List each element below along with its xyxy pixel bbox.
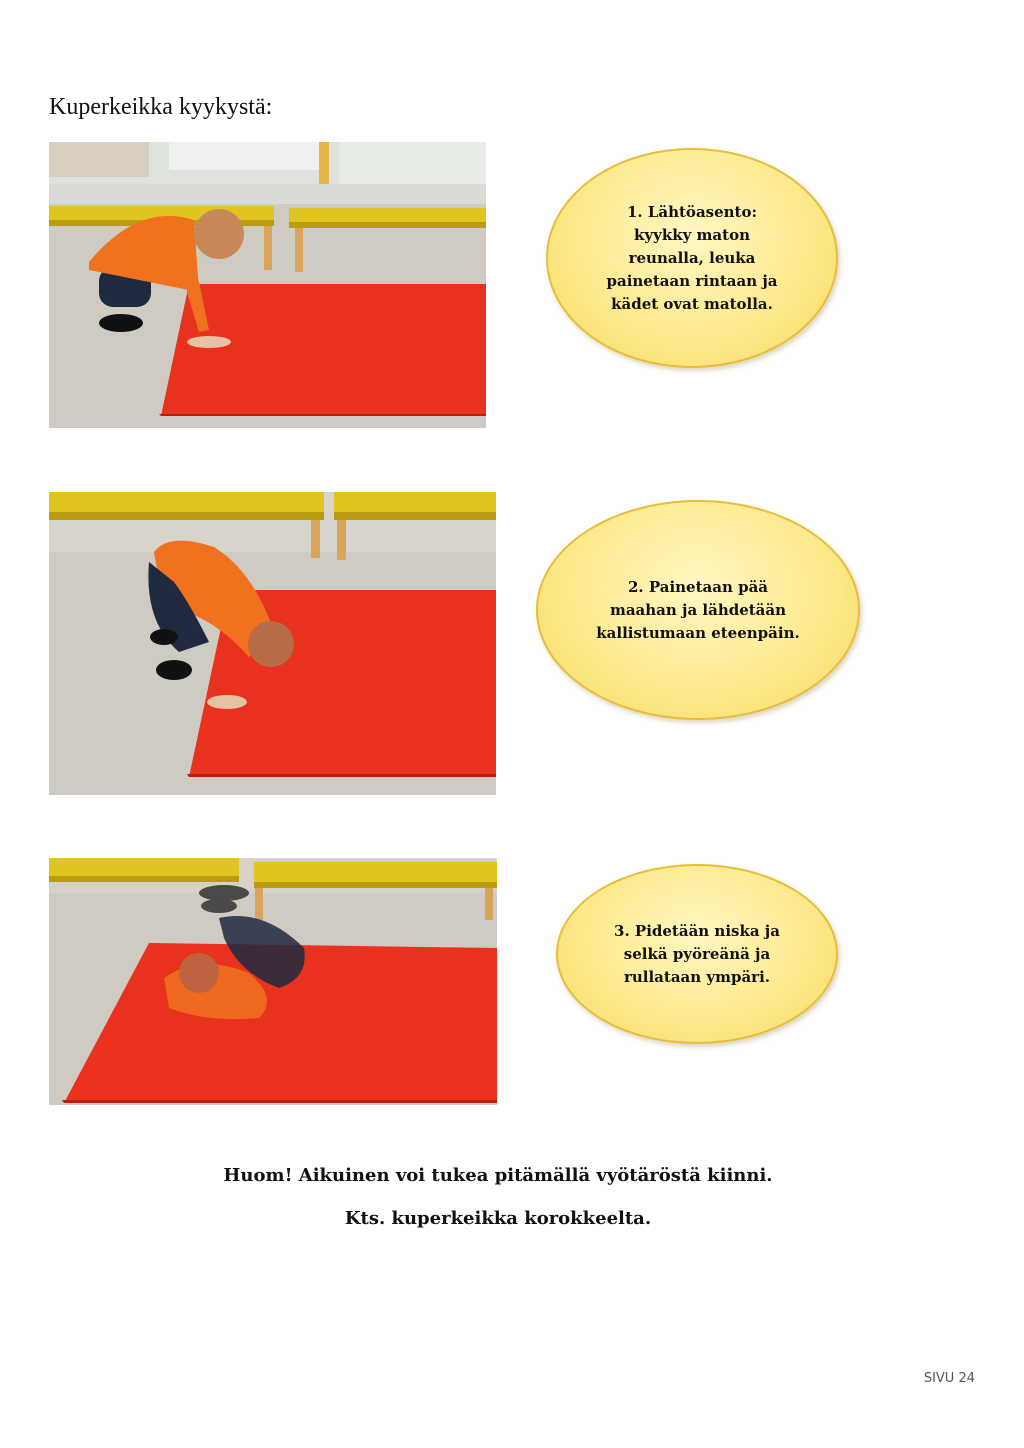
step-3-text: 3. Pidetään niska ja selkä pyöreänä ja rullataan ympäri. <box>614 921 780 986</box>
step-1-photo <box>49 142 486 428</box>
note-see-also: Kts. kuperkeikka korokkeelta. <box>344 1208 652 1229</box>
step-3-bubble <box>556 864 838 1044</box>
page-title: Kuperkeikka kyykystä: <box>49 94 273 120</box>
step-2-bubble <box>536 500 860 720</box>
step-3-photo <box>49 858 497 1105</box>
note-adult-support: Huom! Aikuinen voi tukea pitämällä vyötäröstä kiinni. <box>223 1165 773 1186</box>
step-2-text: 2. Painetaan pää maahan ja lähdetään kallistumaan eteenpäin. <box>596 577 800 642</box>
page-number: SIVU 24 <box>923 1371 975 1386</box>
step-1-bubble <box>546 148 838 368</box>
step-1-text: 1. Lähtöasento: kyykky maton reunalla, leuka painetaan rintaan ja kädet ovat matolla. <box>606 202 778 313</box>
step-2-photo <box>49 492 496 795</box>
